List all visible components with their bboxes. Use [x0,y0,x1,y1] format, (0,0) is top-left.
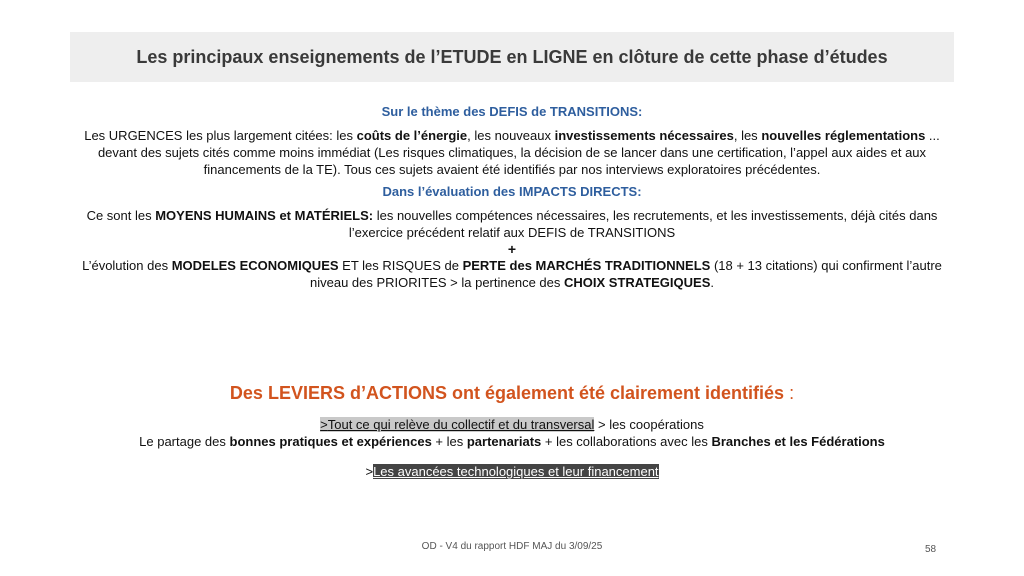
lever-collective: >Tout ce qui relève du collectif et du transversal > les coopérations [320,417,704,432]
page-number: 58 [925,544,937,555]
section2-paragraph2: L’évolution des MODELES ECONOMIQUES ET les RISQUES de PERTE des MARCHÉS TRADITIONNELS (18 + 13 citations) qui confirment l’autre niveau des PRIORITES > la pertinence des CHOIX STRATEGIQUES. [82,258,942,290]
footer: OD - V4 du rapport HDF MAJ du 3/09/25 [421,541,603,552]
plus-sign: + [507,241,517,257]
slide-content [70,100,954,500]
lever-sharing: Le partage des bonnes pratiques et expériences + les partenariats + les collaborations avec les Branches et les Fédérations [139,434,885,449]
lever-technology: >Les avancées technologiques et leur financement [365,464,659,479]
levers-block [70,416,954,450]
levers-block-tech [70,463,954,480]
section1-paragraph: Les URGENCES les plus largement citées: les coûts de l’énergie, les nouveaux investissements nécessaires, les nouvelles réglementations ... devant des sujets cités comme moins immédiat (Les risques climatiques, la décision de se lancer dans une certification, l’appel aux aides et aux financements de la TE). Tous ces sujets avaient été identifiés par nos interviews exploratoires précédentes. [84,128,940,177]
title-bar [70,32,954,82]
levers-heading: Des LEVIERS d’ACTIONS ont également été clairement identifiés : [229,383,795,403]
section1-heading: Sur le thème des DEFIS de TRANSITIONS: [381,104,643,119]
section2-paragraph1: Ce sont les MOYENS HUMAINS et MATÉRIELS: les nouvelles compétences nécessaires, les recrutements, et les investissements, déjà cités dans l’exercice précédent relatif aux DEFIS de TRANSITIONS [86,208,938,240]
page-title: Les principaux enseignements de l’ETUDE en LIGNE en clôture de cette phase d’études [136,46,888,67]
section2-heading: Dans l’évaluation des IMPACTS DIRECTS: [382,184,642,199]
